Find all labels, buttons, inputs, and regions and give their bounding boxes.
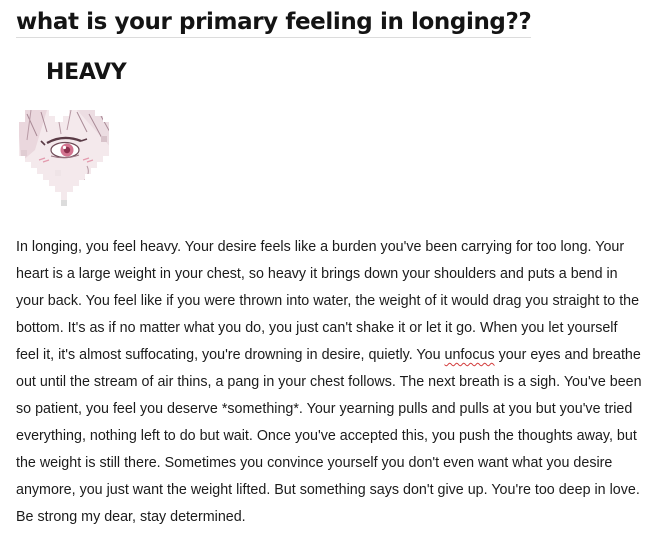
description-part-2: your eyes and breathe out until the stream of air thins, a pang in your chest follows. The next breath is a sigh. You've been so patient, you feel you deserve *something*. Your yearning pulls and pulls at you but you've tried everything, nothing left to do but wait. Once you've accepted this, you push the thoughts away, but the weight is still there. Sometimes you convince yourself you don't even want what you desire anymore, you just want the weight lifted. But something says don't give up. You're too deep in love. Be strong my dear, stay determined. bbox=[16, 347, 642, 525]
description-part-1: In longing, you feel heavy. Your desire feels like a burden you've been carrying for too long. Your heart is a large weight in your chest, so heavy it brings down your shoulders and puts a bend in your back. You feel like if you were thrown into water, the weight of it would drag you straight to the bottom. It's as if no matter what you do, you just can't shake it or let it go. When you let yourself feel it, it's almost suffocating, you're drowning in desire, quietly. You bbox=[16, 239, 640, 363]
result-title: HEAVY bbox=[46, 60, 127, 85]
pixel-heart-anime-eye-icon bbox=[17, 110, 121, 208]
question-heading: what is your primary feeling in longing?? bbox=[16, 9, 531, 38]
result-description bbox=[16, 234, 644, 531]
misspelled-word: unfocus bbox=[444, 347, 495, 363]
